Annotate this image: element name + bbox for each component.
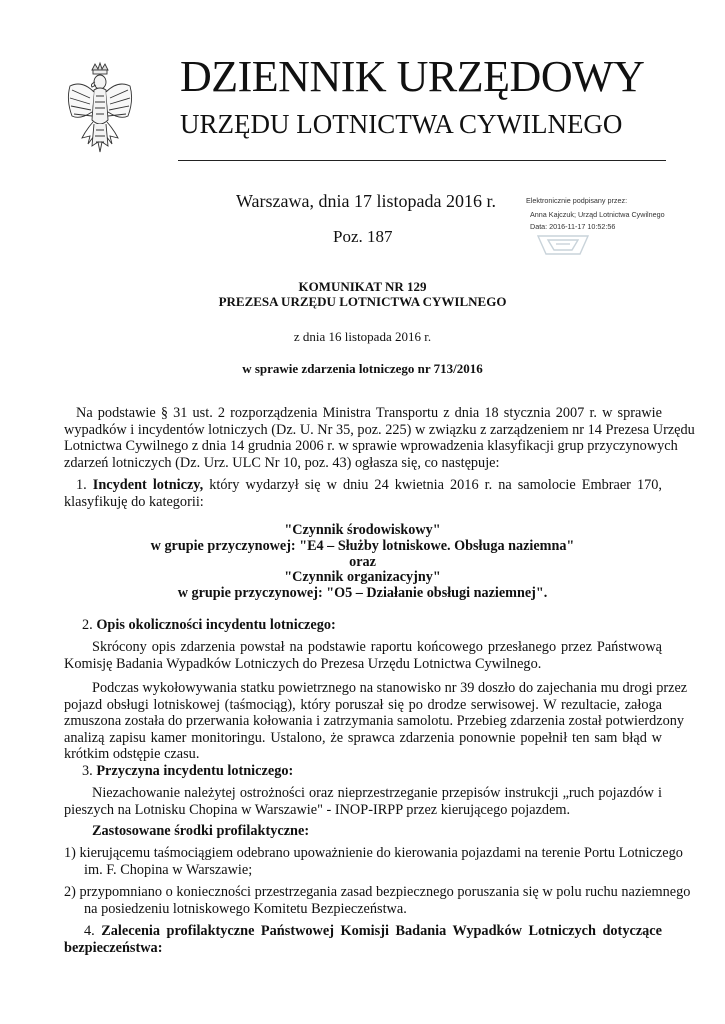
point-2-heading: 2. Opis okoliczności incydentu lotniczego: — [82, 617, 336, 633]
announcement-number: KOMUNIKAT NR 129 — [298, 279, 427, 294]
signature-label: Elektronicznie podpisany przez: — [526, 196, 628, 205]
paragraph-line: zmuszona została do przerwania kołowania i zatrzymania samolotu. Przebieg zdarzenia został potwierdzony — [64, 713, 685, 730]
point-1-term: Incydent lotniczy, — [92, 477, 204, 493]
signature-signer: Anna Kajczuk; Urząd Lotnictwa Cywilnego — [530, 210, 665, 219]
signature-date: Data: 2016-11-17 10:52:56 — [530, 222, 616, 231]
signature-watermark-icon — [530, 230, 596, 260]
measures-heading: Zastosowane środki profilaktyczne: — [92, 823, 310, 839]
classification-line: w grupie przyczynowej: "O5 – Działanie obsługi naziemnej". — [177, 585, 548, 601]
paragraph-line: Skrócony opis zdarzenia powstał na podstawie raportu końcowego przesłanego przez Państwową — [92, 639, 662, 655]
point-1-paragraph — [64, 477, 662, 510]
classification-line: "Czynnik organizacyjny" — [284, 569, 441, 585]
intro-paragraph — [64, 405, 695, 471]
point-2-paragraph-1 — [64, 639, 662, 672]
polish-eagle-emblem-icon — [62, 60, 138, 164]
measure-1 — [64, 845, 683, 878]
journal-title: DZIENNIK URZĘDOWY — [180, 52, 645, 101]
intro-line: Lotnictwa Cywilnego z dnia 14 grudnia 2006 r. w sprawie wprowadzenia klasyfikacji grup przyczynowych — [64, 438, 678, 455]
announcement-issuer: PREZESA URZĘDU LOTNICTWA CYWILNEGO — [218, 294, 507, 309]
point-4-line: 4. Zalecenia profilaktyczne Państwowej Komisji Badania Wypadków Lotniczych dotyczące — [84, 923, 663, 939]
measure-line: 2) przypomniano o konieczności przestrzegania zasad bezpiecznego poruszania się w polu ruchu naziemnego — [64, 884, 691, 900]
publication-date: Warszawa, dnia 17 listopada 2016 r. — [236, 191, 496, 211]
position-number: Poz. 187 — [333, 227, 393, 246]
paragraph-line: Niezachowanie należytej ostrożności oraz nieprzestrzeganie przepisów instrukcji „ruch pojazdów i — [92, 785, 662, 801]
measure-line: 1) kierującemu taśmociągiem odebrano upoważnienie do kierowania pojazdami na terenie Portu Lotniczego — [64, 845, 683, 861]
classification-line: w grupie przyczynowej: "E4 – Służby lotniskowe. Obsługa naziemna" — [150, 538, 575, 554]
announcement-subject: w sprawie zdarzenia lotniczego nr 713/2016 — [242, 361, 483, 376]
intro-line: zdarzeń lotniczych (Dz. Urz. ULC Nr 10, poz. 43) ogłasza się, co następuje: — [64, 454, 500, 471]
measure-line: im. F. Chopina w Warszawie; — [84, 861, 253, 878]
intro-line: Na podstawie § 31 ust. 2 rozporządzenia Ministra Transportu z dnia 18 stycznia 2007 r. w sprawie — [76, 405, 662, 421]
point-4-line: bezpieczeństwa: — [64, 939, 163, 956]
classification-line: oraz — [349, 554, 376, 570]
measure-2 — [64, 884, 691, 917]
paragraph-line: krótkim odstępie czasu. — [64, 746, 200, 763]
point-2-paragraph-2 — [64, 680, 688, 763]
point-1-line: 1. Incydent lotniczy, który wydarzył się w dniu 24 kwietnia 2016 r. na samolocie Embraer 170, — [76, 477, 662, 493]
paragraph-line: pojazd obsługi lotniskowej (taśmociąg), który poruszał się po drodze serwisowej. W rezultacie, załoga — [64, 696, 662, 713]
paragraph-line: Podczas wykołowywania statku powietrznego na stanowisko nr 39 doszło do zajechania mu drogi przez — [92, 680, 688, 696]
announcement-date: z dnia 16 listopada 2016 r. — [293, 329, 432, 344]
header-divider — [178, 160, 666, 161]
point-3-heading: 3. Przyczyna incydentu lotniczego: — [82, 763, 294, 779]
paragraph-line: Komisję Badania Wypadków Lotniczych do Prezesa Urzędu Lotnictwa Cywilnego. — [64, 655, 542, 672]
paragraph-line: analizą zapisu kamer monitoringu. Ustalono, że sprawca zdarzenia ponownie popełnił ten sam błąd w — [64, 729, 662, 746]
point-4-heading — [64, 923, 662, 956]
measure-line: na posiedzeniu lotniskowego Komitetu Bezpieczeństwa. — [84, 900, 407, 917]
paragraph-line: pieszych na Lotnisku Chopina w Warszawie" - INOP-IRPP przez kierującego pojazdem. — [64, 801, 571, 818]
journal-subtitle: URZĘDU LOTNICTWA CYWILNEGO — [180, 109, 623, 139]
intro-line: wypadków i incydentów lotniczych (Dz. U. Nr 35, poz. 225) w związku z zarządzeniem nr 14 Prezesa Urzędu — [64, 421, 695, 438]
classification-line: "Czynnik środowiskowy" — [284, 522, 441, 538]
point-3-paragraph — [64, 785, 662, 818]
point-1-line: klasyfikuję do kategorii: — [64, 493, 204, 510]
